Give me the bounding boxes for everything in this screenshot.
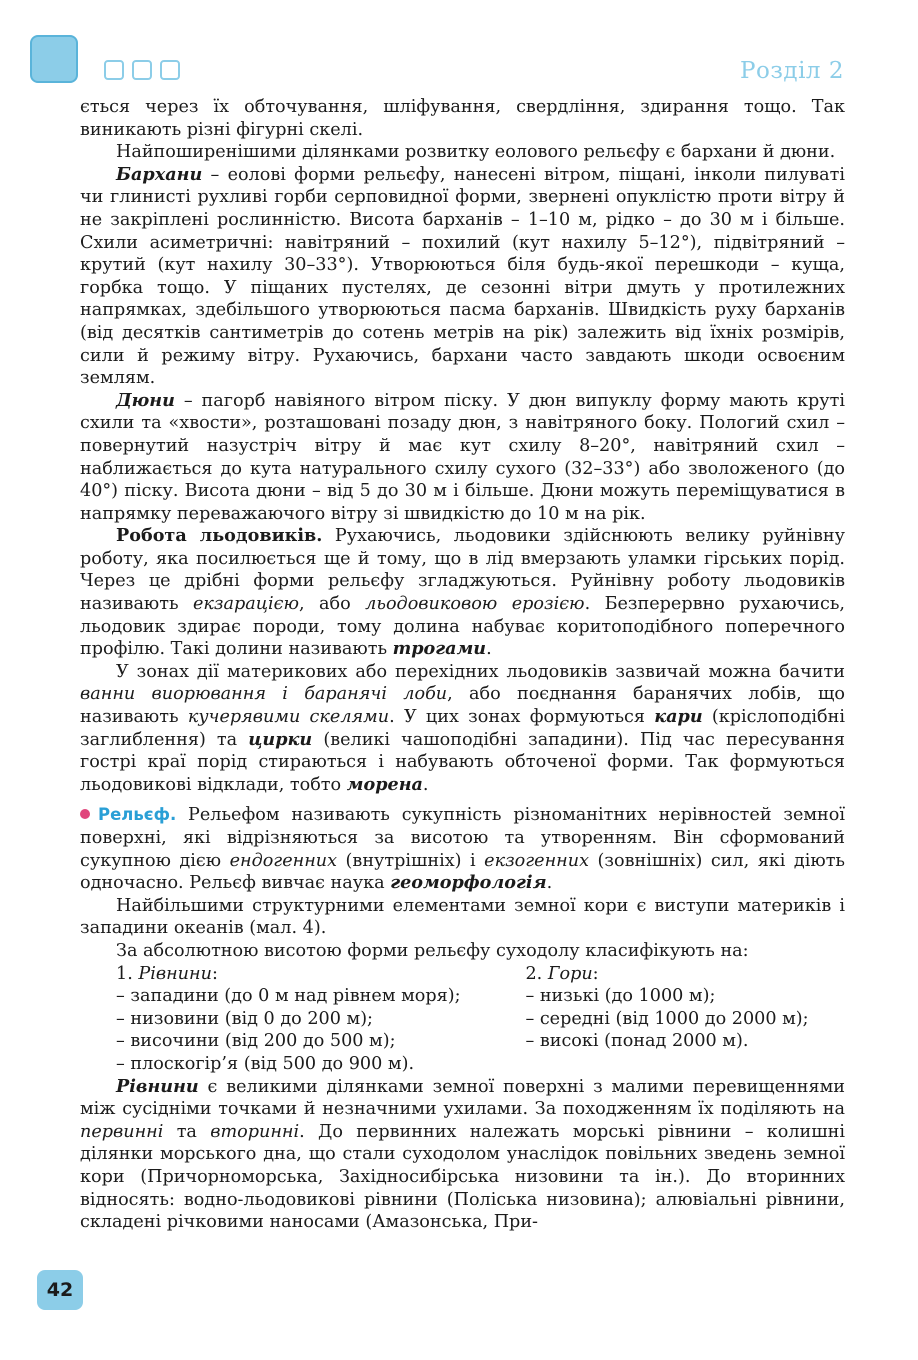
term-trogy: трогами xyxy=(392,638,487,660)
term-plains: Рівнини xyxy=(116,1075,199,1097)
classification-lists xyxy=(80,963,845,1076)
bullet-icon xyxy=(80,809,90,819)
list-item: – плоскогір’я (від 500 до 900 м). xyxy=(116,1053,415,1074)
decor-square-small-3 xyxy=(160,60,180,80)
paragraph-classification: За абсолютною висотою форми рельєфу суходолу класифікують на: xyxy=(116,940,749,961)
list-item: – западини (до 0 м над рівнем моря); xyxy=(116,986,461,1007)
page-number: 42 xyxy=(37,1270,83,1310)
term-tsyrky: цирки xyxy=(248,728,313,750)
list-item: – височини (від 200 до 500 м); xyxy=(116,1031,396,1052)
term-barkhany: Бархани xyxy=(116,163,203,185)
list-item: – середні (від 1000 до 2000 м); xyxy=(525,1008,809,1029)
section-title: Розділ 2 xyxy=(740,58,844,84)
paragraph-intro: ється через їх обточування, шліфування, свердління, здирання тощо. Так виникають різні фігурні скелі. xyxy=(80,97,845,140)
page-content xyxy=(80,96,845,1234)
paragraph-glaciers: Робота льодовиків. Рухаючись, льодовики здійснюють велику руйнівну роботу, яка посилюється ще й тому, що в лід вмерзають уламки гірських порід. Через це дрібні форми рельєфу згладжуються. Руйнівну роботу льодовиків називають екзарацією, або льодовиковою ерозією. Безперервно рухаючись, льодовик здирає породи, тому долина набуває коритоподібного поперечного профілю. Такі долини називають трогами. xyxy=(80,525,845,660)
decor-square-large xyxy=(30,35,78,83)
term-dyuny: Дюни xyxy=(116,389,175,411)
paragraph-eolian: Найпоширенішими ділянками розвитку еолового рельєфу є бархани й дюни. xyxy=(116,142,836,163)
list-title-mountains: 2. Гори: xyxy=(525,963,599,984)
list-mountains xyxy=(525,963,845,1076)
list-item: – високі (понад 2000 м). xyxy=(525,1031,749,1052)
heading-relief: Рельєф. xyxy=(98,805,177,825)
list-item: – низовини (від 0 до 200 м); xyxy=(116,1008,373,1029)
term-morena: морена xyxy=(346,773,423,795)
paragraph-barkhany: Бархани – еолові форми рельєфу, нанесені вітром, піщані, інколи пилуваті чи глинисті рухливі горби серповидної форми, звернені опуклістю проти вітру й не закріплені рослинністю. Висота барханів – 1–10 м, рідко – до 30 м і більше. Схили асиметричні: навітряний – похилий (кут нахилу 5–12°), підвітряний – крутий (кут нахилу 30–33°). Утворюються біля будь-якої перешкоди – куща, горбка тощо. У піщаних пустелях, де сезонні вітри дмуть у протилежних напрямках, здебільшого утворюються пасма барханів. Швидкість руху барханів (від десятків сантиметрів до сотень метрів на рік) залежить від їхніх розмірів, сили й режиму вітру. Рухаючись, бархани часто завдають шкоди освоєним землям. xyxy=(80,163,845,389)
paragraph-plains: Рівнини є великими ділянками земної поверхні з малими перевищеннями між сусідніми точками й незначними ухилами. За походженням їх поділяють на первинні та вторинні. До первинних належать морські рівнини – колишні ділянки морського дна, що стали суходолом унаслідок повільних зведень земної кори (Причорноморська, Західносибірська низовини та ін.). До вторинних відносять: водно-льодовикові рівнини (Поліська низовина); алювіальні рівнини, складені річковими наносами (Амазонська, При- xyxy=(80,1075,845,1233)
list-title-plains: 1. Рівнини: xyxy=(116,963,218,984)
paragraph-structure: Найбільшими структурними елементами земної кори є виступи материків і западини океанів (мал. 4). xyxy=(80,895,845,939)
decor-square-small-2 xyxy=(132,60,152,80)
term-geomorphology: геоморфологія xyxy=(390,872,547,894)
paragraph-relief: Рельєф. Рельефом називають сукупність різноманітних нерівностей земної поверхні, які відрізняються за висотою та утворенням. Він сформований сукупною дією ендогенних (внутрішніх) і екзогенних (зовнішніх) сил, які діють одночасно. Рельєф вивчає наука геоморфологія. xyxy=(80,805,846,894)
list-item: – низькі (до 1000 м); xyxy=(525,986,716,1007)
decor-square-small-1 xyxy=(104,60,124,80)
term-kary: кари xyxy=(654,706,703,728)
list-plains xyxy=(116,963,525,1076)
heading-glaciers: Робота льодовиків. xyxy=(116,525,323,547)
paragraph-dyuny: Дюни – пагорб навіяного вітром піску. У дюн випуклу форму мають круті схили та «хвости», розташовані позаду дюн, з навітряного боку. Пологий схил – повернутий назустріч вітру й має кут схилу 8–20°, навітряний схил – наближається до кута натурального схилу сухого (32–33°) або зволоженого (до 40°) піску. Висота дюни – від 5 до 30 м і більше. Дюни можуть переміщуватися в напрямку переважаючого вітру зі швидкістю до 10 м на рік. xyxy=(80,389,845,524)
paragraph-continental-glaciers: У зонах дії материкових або перехідних льодовиків зазвичай можна бачити ванни виорювання і баранячі лоби, або поєднання баранячих лобів, що називають кучерявими скелями. У цих зонах формуються кари (кріслоподібні заглиблення) та цирки (великі чашоподібні западини). Під час пересування гострі краї порід стираються і набувають обточеної форми. Так формуються льодовикові відклади, тобто морена. xyxy=(80,661,845,795)
